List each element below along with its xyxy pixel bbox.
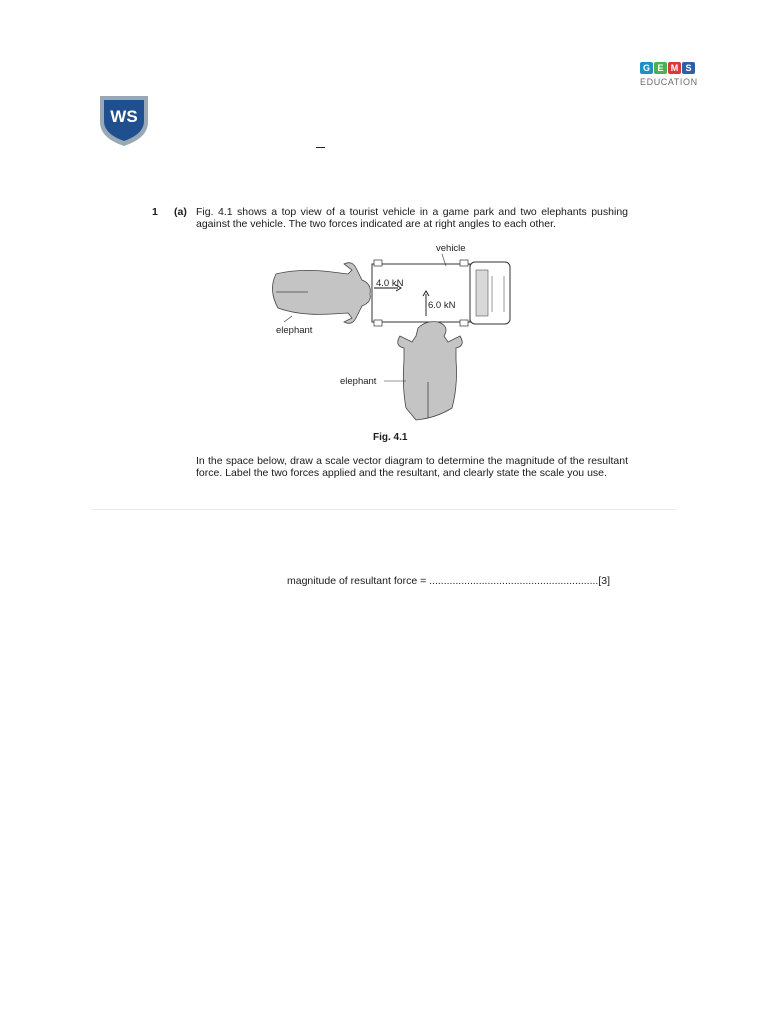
school-logo-text: WS [110, 107, 138, 126]
vehicle-illustration [372, 260, 510, 326]
gems-letter: G [640, 62, 653, 74]
force-label-horizontal: 4.0 kN [376, 278, 404, 289]
divider [92, 509, 676, 510]
figure-4-1 [260, 236, 520, 422]
school-shield-logo [96, 92, 152, 148]
gems-letter: M [668, 62, 681, 74]
gems-education-logo [640, 62, 698, 92]
header-dash [316, 147, 325, 148]
figure-caption: Fig. 4.1 [373, 432, 408, 443]
gems-letter: S [682, 62, 695, 74]
gems-subtitle: EDUCATION [640, 77, 698, 87]
question-part: (a) [174, 206, 187, 218]
question-number: 1 [152, 206, 158, 218]
instruction-text: In the space below, draw a scale vector diagram to determine the magnitude of the resultant force. Label the two forces applied and the resultant, and clearly state the scale you use. [196, 455, 628, 479]
vehicle-label: vehicle [436, 243, 466, 254]
force-label-vertical: 6.0 kN [428, 300, 456, 311]
left-elephant-illustration [272, 263, 370, 324]
elephant-label-bottom: elephant [340, 376, 377, 387]
gems-letter: E [654, 62, 667, 74]
gems-letter-row [640, 62, 698, 74]
question-text: Fig. 4.1 shows a top view of a tourist vehicle in a game park and two elephants pushing against the vehicle. The two forces indicated are at right angles to each other. [196, 206, 628, 230]
bottom-elephant-illustration [398, 322, 463, 420]
answer-line[interactable]: magnitude of resultant force = ..........................................................[3] [287, 575, 610, 587]
elephant-label-left: elephant [276, 325, 313, 336]
